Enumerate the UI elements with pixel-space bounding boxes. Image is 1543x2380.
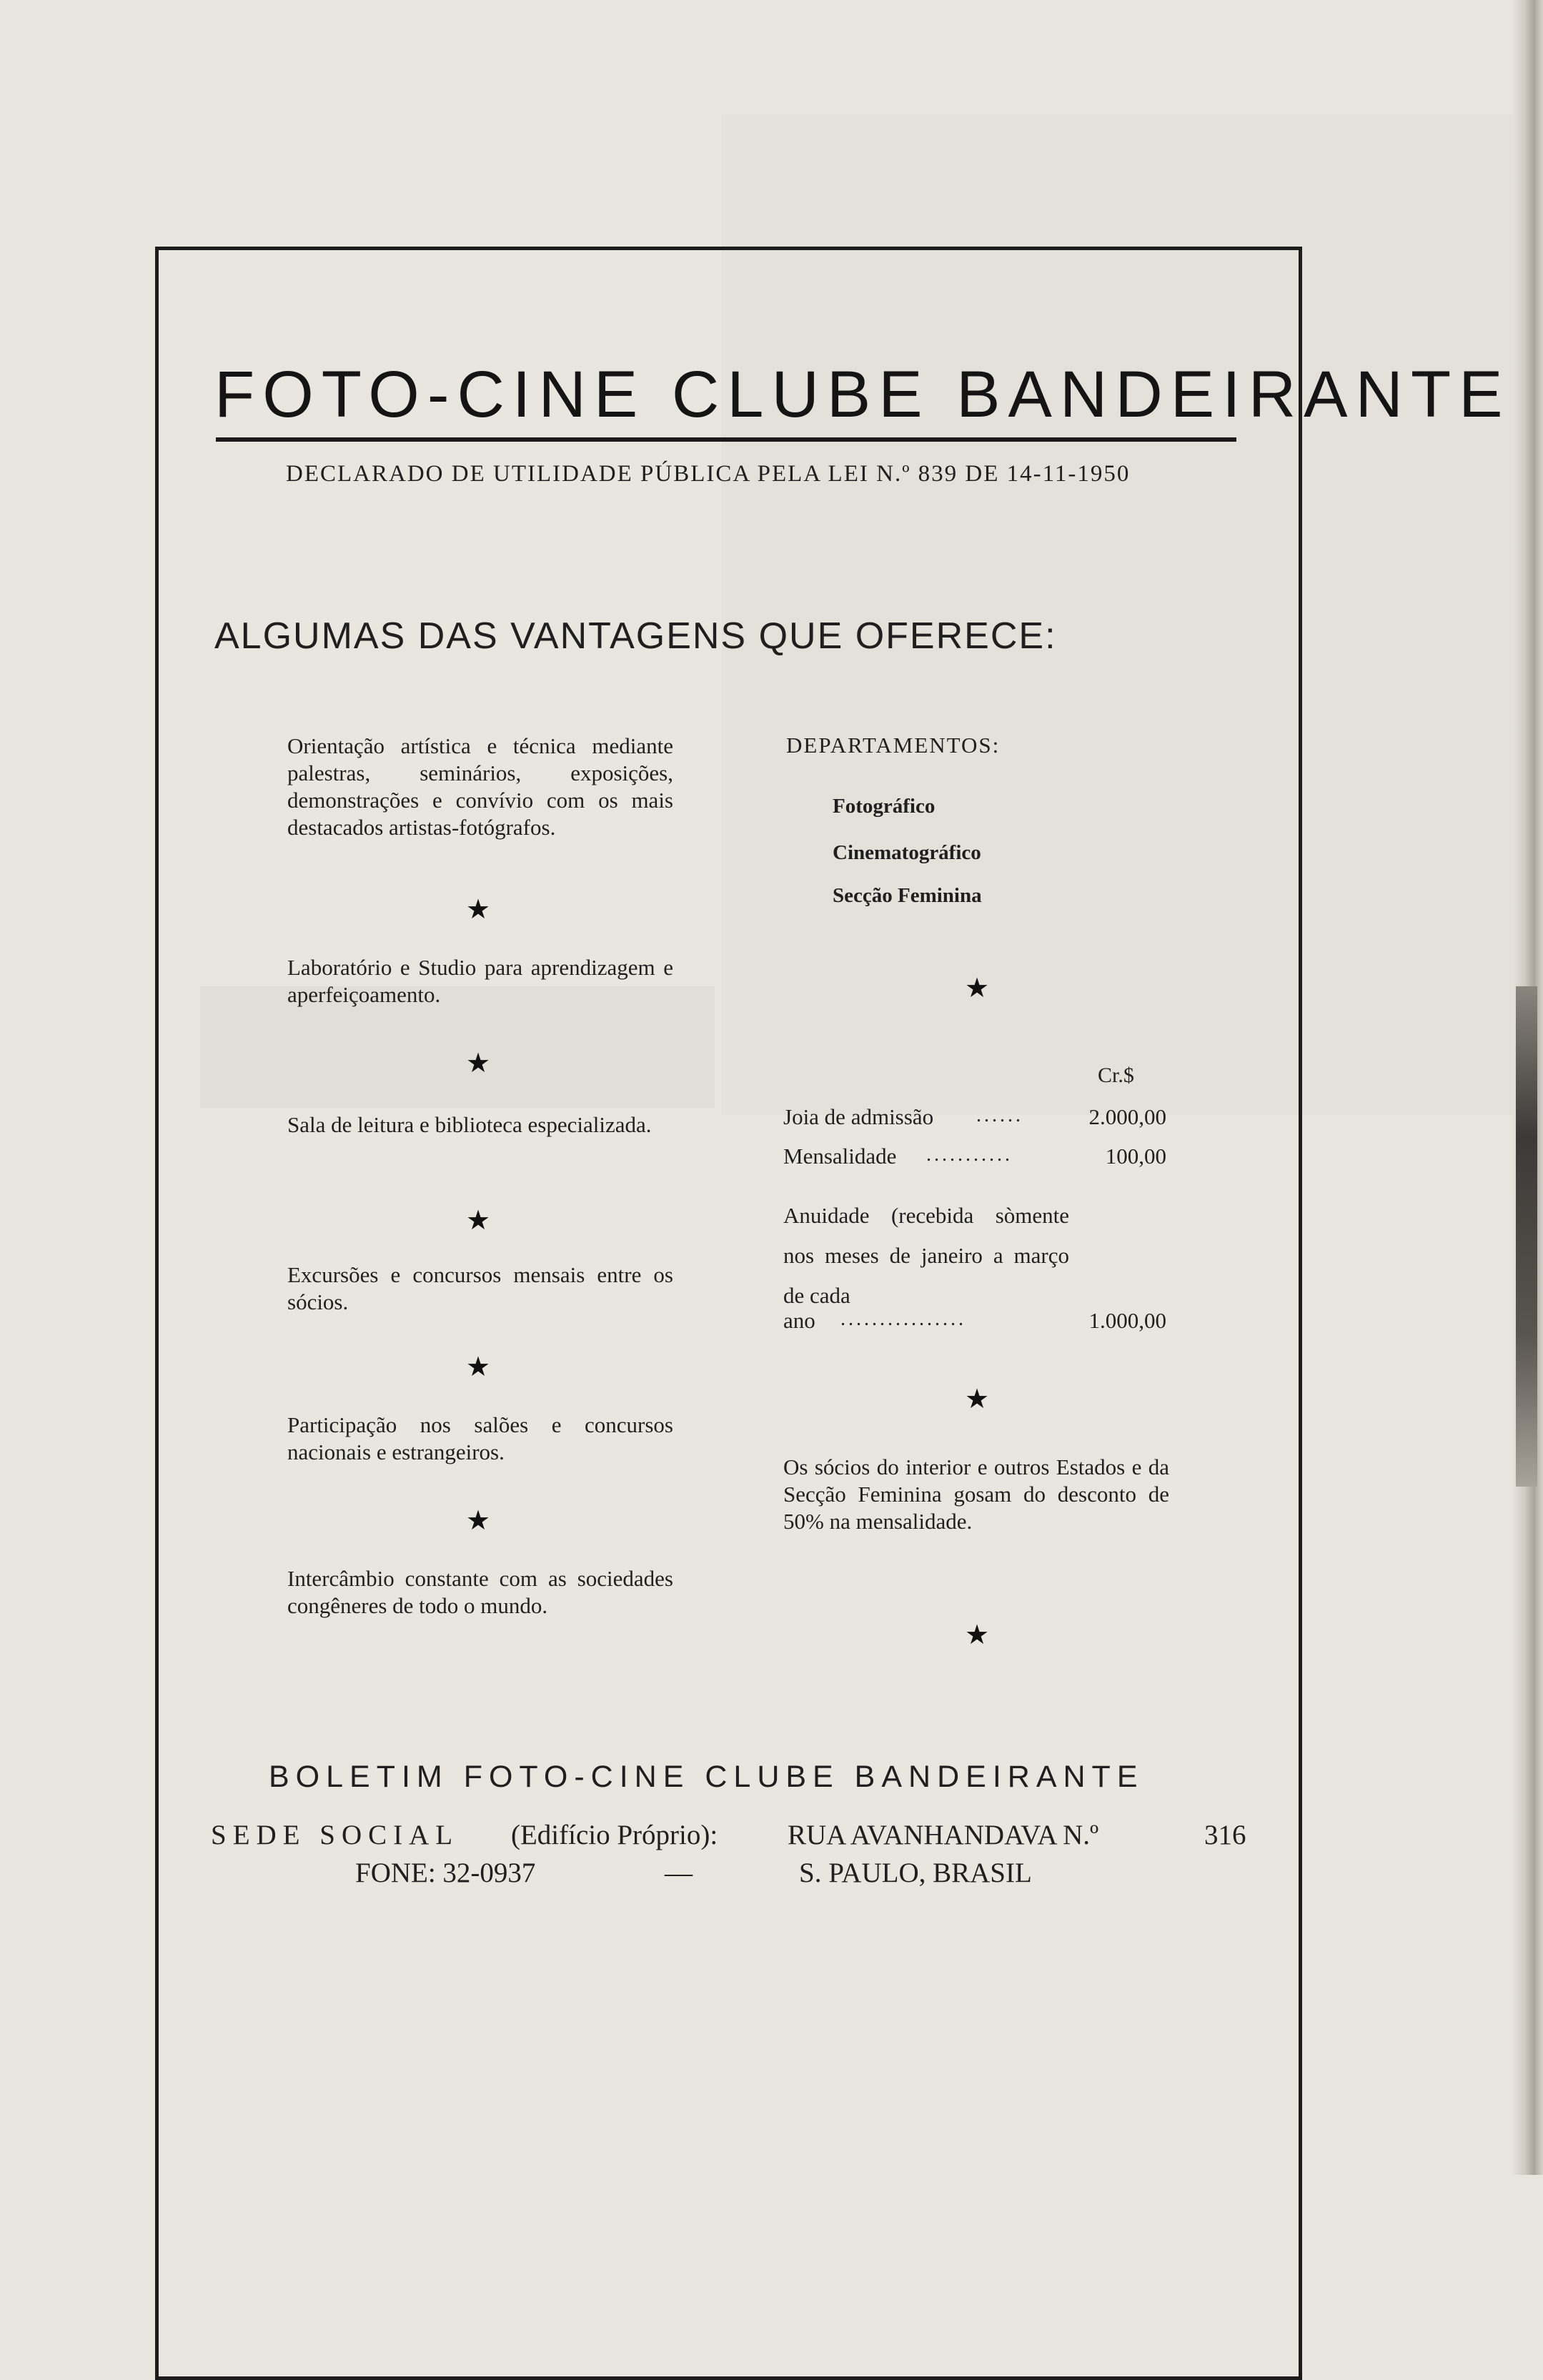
- star-separator: ★: [466, 1506, 491, 1536]
- department-item: Secção Feminina: [833, 884, 982, 907]
- frame-bottom-rule: [155, 2376, 1302, 2380]
- city: S. PAULO, BRASIL: [799, 1858, 1032, 1888]
- fee-row: [783, 1104, 1166, 1133]
- advantage-item: Orientação artística e técnica mediante palestras, seminários, exposições, demonstrações e convívio com os mais destacados artistas-fotógrafos.: [287, 733, 673, 840]
- fee-leader: ...........: [926, 1144, 1013, 1166]
- advantage-item: Laboratório e Studio para aprendizagem e aperfeiçoamento.: [287, 955, 673, 1007]
- advantage-item: Intercâmbio constante com as sociedades congêneres de todo o mundo.: [287, 1566, 673, 1618]
- fee-label: Mensalidade: [783, 1144, 897, 1169]
- department-item: Cinematográfico: [833, 841, 981, 864]
- fee-value: 100,00: [1105, 1144, 1166, 1169]
- street-address: RUA AVANHANDAVA N.º: [788, 1820, 1099, 1850]
- departments-heading: DEPARTAMENTOS:: [786, 733, 1001, 758]
- street-number: 316: [1204, 1820, 1246, 1850]
- page-subtitle: DECLARADO DE UTILIDADE PÚBLICA PELA LEI N.º 839 DE 14-11-1950: [286, 461, 1131, 487]
- advantages-heading: ALGUMAS DAS VANTAGENS QUE OFERECE:: [214, 615, 1057, 657]
- star-separator: ★: [466, 1352, 491, 1382]
- advantage-item: Excursões e concursos mensais entre os sócios.: [287, 1262, 673, 1314]
- fee-value: 1.000,00: [1088, 1308, 1166, 1333]
- members-discount-note: Os sócios do interior e outros Estados e da Secção Feminina gosam do desconto de 50% na mensalidade.: [783, 1454, 1169, 1534]
- annual-fee-text: Anuidade (recebida sòmente nos meses de janeiro a março de cada: [783, 1203, 1069, 1308]
- page-edge-shadow: [1516, 986, 1537, 1487]
- page-title: FOTO-CINE CLUBE BANDEIRANTE: [214, 358, 1511, 431]
- seat-label: SEDE SOCIAL: [211, 1820, 460, 1850]
- frame-top-rule: [155, 247, 1302, 250]
- fee-label: Joia de admissão: [783, 1104, 934, 1129]
- title-underline: [216, 437, 1236, 442]
- fee-value: 2.000,00: [1088, 1104, 1166, 1129]
- currency-label: Cr.$: [1098, 1063, 1134, 1087]
- star-separator: ★: [466, 1048, 491, 1079]
- advantage-item: Participação nos salões e concursos nacionais e estrangeiros.: [287, 1412, 673, 1464]
- star-separator: ★: [466, 1206, 491, 1236]
- seat-note: (Edifício Próprio):: [511, 1820, 718, 1850]
- department-item: Fotográfico: [833, 795, 936, 818]
- fee-row: [783, 1144, 1166, 1172]
- star-separator: ★: [965, 1384, 990, 1414]
- fee-leader: ................: [840, 1308, 966, 1330]
- fee-row: [783, 1308, 1166, 1337]
- phone-number: FONE: 32-0937: [355, 1858, 536, 1888]
- star-separator: ★: [965, 973, 990, 1003]
- star-separator: ★: [965, 1620, 990, 1650]
- fee-leader: ......: [976, 1104, 1023, 1126]
- dash-separator: —: [665, 1858, 693, 1888]
- star-separator: ★: [466, 895, 491, 925]
- footer-title: BOLETIM FOTO-CINE CLUBE BANDEIRANTE: [269, 1760, 1144, 1794]
- fee-label: ano: [783, 1308, 815, 1333]
- advantage-item: Sala de leitura e biblioteca especializada.: [287, 1112, 652, 1137]
